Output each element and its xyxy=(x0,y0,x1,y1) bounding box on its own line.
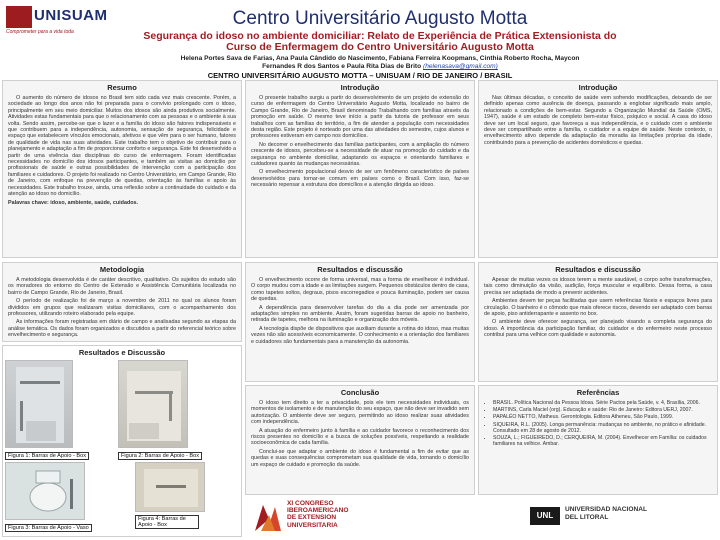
paper-title xyxy=(60,31,700,53)
photo-3 xyxy=(5,462,85,520)
intro-paragraph-3: O envelhecimento populacional desvio de ser um fenômeno característico de países desenvolvidos para tornar-se comum em países como o Brasil. Com isso, faz-se necessário repensar a estrutura dos domicílios e a atenção dirigida ao idoso. xyxy=(251,169,469,189)
reference-item: • PAPALÉO NETTO, Matheus. Gerontologia. Editora Atheneu, São Paulo, 1999. xyxy=(493,414,711,420)
photo-4 xyxy=(135,462,205,512)
intro-paragraph-1: O presente trabalho surgiu a partir do desenvolvimento de um projeto de extensão do curso de enfermagem do Centro Universitário Augusto Motta, localizado no bairro de Campo Grande, Rio de Janeiro, Brasil denominado Trabalhando com famílias através da promoção em saúde. O mesmo teve início a partir da tutoria de professor em seus trabalhos com as famílias do território, a fim de atender a população com necessidades desta região. Este projeto é norteado por uma das atividades do semestre, cujos alunos e professores estiveram em campo nos domicílios. xyxy=(251,95,469,140)
conclusao-panel xyxy=(245,385,475,495)
resumo-body xyxy=(8,95,236,206)
congress-text xyxy=(287,500,349,529)
unl-name xyxy=(565,506,647,521)
metodologia-paragraph-1: A metodologia desenvolvida é de caráter descritivo, qualitativo. Os sujeitos do estudo são os moradores do entorno do Centro de Extensão e Assistência Comunitária localizada no bairro de Campo Grande, Rio de Janeiro, Brasil. xyxy=(8,277,236,296)
resultados-center-paragraph-2: A dependência para desenvolver tarefas do dia a dia pode ser amenizada por adaptações simples no ambiente. Assim, foram sugeridas barras de apoio no banheiro, retirada de tapetes, melhora na iluminação e organização dos móveis. xyxy=(251,304,469,324)
intro-continued-text: Nas últimas décadas, o conceito de saúde vem sofrendo modificações, deixando de ser definido apenas como ausência de doença, passando a englobar significado mais amplo, relacionado a condições de bem-estar. Segundo a Organização Mundial da Saúde (OMS, 1947), saúde é um estado de completo bem-estar físico, psíquico e social. A casa do idoso deve ser um local seguro, que favoreça a sua independência, e o cuidado com o ambiente deve ser compartilhado entre a família, o cuidador e a equipe de saúde. Neste contexto, o envelhecimento ativo depende da adaptação da moradia às limitações próprias da idade, contribuindo para a prevenção de acidentes domésticos e quedas. xyxy=(484,95,712,146)
conclusao-paragraph-3: Conclui-se que adaptar o ambiente do idoso é fundamental a fim de evitar que as quedas e suas consequências comprometam sua qualidade de vida, tornando o domicílio um espaço de cuidado e promoção da saúde. xyxy=(251,448,469,468)
poster-header xyxy=(0,0,720,80)
referencias-title: Referências xyxy=(576,388,620,397)
photo-1-image xyxy=(6,361,73,448)
conclusao-body xyxy=(251,400,469,468)
resultados-center-paragraph-3: A tecnologia dispõe de dispositivos que auxiliam durante a rotina do idoso, mas muitas vezes não são acessíveis economicamente. O conhecimento e a orientação dos familiares e cuidadores são fundamentais para a manutenção da autonomia. xyxy=(251,325,469,345)
reference-item: • BRASIL. Política Nacional da Pessoa Idosa. Série Pactos pela Saúde, v. 4, Brasília, 2006. xyxy=(493,400,711,406)
logo-text: UNISUAM xyxy=(34,7,108,24)
resultados-right-paragraph-1: Apesar de muitas vezes os idosos terem a mente saudável, o corpo sofre transformações, tais como diminuição da visão, audição, força muscular e equilíbrio. Dessa forma, a casa precisa ser adaptada de modo a prevenir acidentes. xyxy=(484,277,712,296)
intro-continued-body xyxy=(484,95,712,146)
intro-paragraph-2: No decorrer o envelhecimento das famílias participantes, com a ampliação do número crescente de idosos, percebeu-se a necessidade de atuar na promoção do cuidado e da segurança no ambiente domiciliar, adaptando os espaços e orientando familiares e cuidadores quanto às mudanças necessárias. xyxy=(251,141,469,168)
congress-mark-icon xyxy=(253,501,283,533)
figure-2-caption: Figura 2: Barras de Apoio - Box xyxy=(118,452,202,460)
intro-continued-title: Introdução xyxy=(578,83,618,92)
resumo-panel xyxy=(2,80,242,258)
resumo-title: Resumo xyxy=(107,83,137,92)
figure-1-caption: Figura 1: Barras de Apoio - Box xyxy=(5,452,89,460)
authors-line-1: Helena Portes Sava de Farias, Ana Paula Cândido do Nascimento, Fabiana Ferreira Koopmans, Cinthia Roberto Rocha, Maycon xyxy=(180,55,580,62)
resultados-right-paragraph-2: Ambientes devem ter peças facilitadas que usem referências fáceis e espaços livres para circulação. O banheiro é o cômodo que mais oferece riscos, devendo ser adaptado com barras de apoio, piso antiderrapante e assento no box. xyxy=(484,298,712,318)
photo-2 xyxy=(118,360,188,448)
logo-tagline: Comprometer para a vida toda xyxy=(6,29,74,35)
resultados-photos-title: Resultados e Discussão xyxy=(78,348,166,357)
metodologia-title: Metodologia xyxy=(99,265,145,274)
figure-4-caption: Figura 4: Barras de Apoio - Box xyxy=(135,515,199,529)
metodologia-paragraph-3: As informações foram registradas em diário de campo e analisadas segundo as etapas da análise temática. Os dados foram organizados e discutidos a partir do referencial teórico sobre envelhecimento e segurança. xyxy=(8,319,236,339)
congress-line-1: XI CONGRESO xyxy=(287,500,334,507)
resultados-center-panel xyxy=(245,262,475,382)
unl-line-1: UNIVERSIDAD NACIONAL xyxy=(565,506,648,513)
intro-title: Introdução xyxy=(340,83,380,92)
resumo-text: O aumento do número de idosos no Brasil tem sido cada vez mais crescente. Porém, a sociedade ao longo dos anos não foi preparada para o convívio prolongado com o idoso, principalmente em seu meio domiciliar. Muitos dos idosos são ainda produtivos socialmente. Atividades estas fundamentais para que o relacionamento com as pessoas e o ambiente à sua volta. Sendo assim, percebe-se que o lazer e a família do idoso são fatores indispensáveis e que contribuem para a independência, autonomia, sensação de segurança, felicidade e espaço que estabelecem vínculos emocionais, afetivos e que vêm para o ser humano, fatores de qualidade de vida nas suas atividades. Este trabalho tem o objetivo de contribuir para o planejamento e adaptação a fim de proporcionar conforto e segurança. Este foi desenvolvido a partir de uma vivência das disciplinas do curso de enfermagem. Foram identificadas necessidades no domicílio dos idosos participantes, e também as visitas ao domicílio por profissionais de saúde e outras possibilidades de intervenção com a participação dos familiares e cuidadores. O projeto foi realizado no Centro Universitário, em Campo Grande, Rio de Janeiro, com enfoque na prevenção de quedas, orientação às famílias e apoio às necessidades. Este trabalho trouxe, ainda, uma reflexão sobre a continuidade do cuidado e da atenção ao idoso no domicílio. xyxy=(8,95,236,198)
authors xyxy=(40,55,720,71)
conclusao-title: Conclusão xyxy=(340,388,380,397)
intro-body xyxy=(251,95,469,189)
conclusao-paragraph-2: A atuação do enfermeiro junto à família e ao cuidador favorece o reconhecimento dos riscos presentes no domicílio e a busca de soluções possíveis, respeitando a realidade socioeconômica de cada família. xyxy=(251,427,469,447)
resultados-center-paragraph-1: O envelhecimento ocorre de forma universal, mas a forma de envelhecer é individual. O corpo mudou com a idade e as limitações surgem. Pequenos obstáculos dentro de casa, como tapetes soltos, degraus, pisos escorregadios e pouca iluminação, podem ser causa de quedas. xyxy=(251,277,469,303)
reference-item: • MARTINS, Carla Maciel (org). Educação e saúde: Rio de Janeiro: Editora UERJ, 2007. xyxy=(493,407,711,413)
metodologia-paragraph-2: O período de realização foi de março a novembro de 2011 no qual os alunos foram divididos em grupos que realizaram visitas domiciliares, com o acompanhamento dos professores, utilizando roteiro elaborado pela equipe. xyxy=(8,298,236,318)
figure-3-caption: Figura 3: Barras de Apoio - Vaso xyxy=(5,524,92,532)
metodologia-panel xyxy=(2,262,242,342)
unl-line-2: DEL LITORAL xyxy=(565,513,609,521)
resultados-right-paragraph-3: O ambiente deve oferecer segurança, ser planejado visando a completa segurança do idoso. A importância da participação familiar, do cuidador e do enfermeiro neste processo contribui para uma velhice com qualidade e autonomia. xyxy=(484,319,712,339)
resumo-keywords: Palavras chave: idoso, ambiente, saúde, cuidados. xyxy=(8,199,139,206)
congress-line-2: IBEROAMERICANO xyxy=(287,507,349,515)
reference-item: • SIQUEIRA, R.L. (2005). Longa permanência: mudanças no ambiente, no prático e afinidade. Consultado em 28 de agosto de 2012. xyxy=(493,422,711,434)
affiliation: CENTRO UNIVERSITÁRIO AUGUSTO MOTTA – UNISUAM / RIO DE JANEIRO / BRASIL xyxy=(207,71,513,80)
references-list xyxy=(493,400,711,447)
congress-line-3: DE EXTENSION xyxy=(287,514,337,522)
congress-logo xyxy=(253,497,433,539)
institution-title: Centro Universitário Augusto Motta xyxy=(232,8,528,29)
intro-panel xyxy=(245,80,475,258)
metodologia-body xyxy=(8,277,236,339)
resultados-right-title: Resultados e discussão xyxy=(555,265,641,274)
title-line-1: Segurança do idoso no ambiente domiciliar: Relato de Experiência de Prática Extensionista do xyxy=(143,30,617,42)
author-email-link[interactable]: (helenasava@gmail.com) xyxy=(423,63,498,70)
conclusao-paragraph-1: O idoso tem direito a ter a privacidade, pois ele tem necessidades individuais, os momentos de isolamento e de manutenção do seu espaço, que não deve ser invadido sem autorização. O ambiente deve ser seguro, permitindo ao idoso realizar suas atividades com independência. xyxy=(251,400,469,426)
intro-continued-panel xyxy=(478,80,718,258)
unl-logo: UNL xyxy=(530,507,560,525)
photo-4-image xyxy=(136,463,205,512)
resultados-center-body xyxy=(251,277,469,345)
resultados-center-title: Resultados e discussão xyxy=(317,265,403,274)
resultados-right-body xyxy=(484,277,712,339)
resultados-right-panel xyxy=(478,262,718,382)
reference-item: • SOUZA, L.; FIGUEIREDO, D.; CERQUEIRA, M. (2004). Envelhecer em Família: os cuidados familiares na velhice. Ambar. xyxy=(493,435,711,447)
congress-line-4: UNIVERSITARIA xyxy=(287,521,338,529)
photo-3-image xyxy=(6,463,85,520)
photo-1 xyxy=(5,360,73,448)
title-line-2: Curso de Enfermagem do Centro Universitário Augusto Motta xyxy=(226,41,534,53)
referencias-panel xyxy=(478,385,718,495)
authors-line-2: Fernandes R dos Santos e Paula Rita Dias de Brito xyxy=(262,63,422,70)
photo-2-image xyxy=(119,361,188,448)
